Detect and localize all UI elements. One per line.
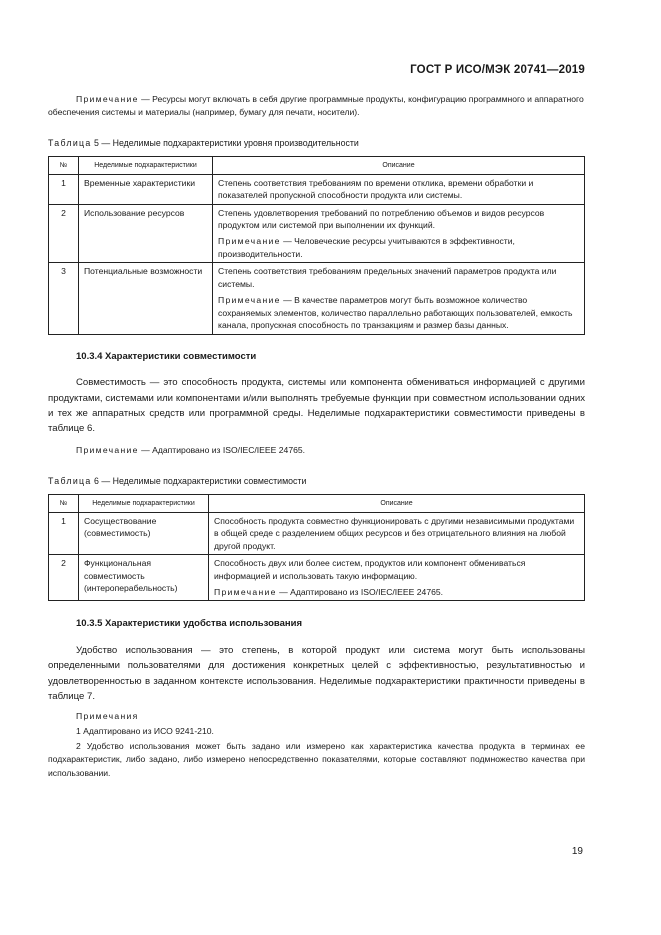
table-header-row: [49, 156, 585, 174]
page-number: 19: [571, 846, 583, 857]
section-heading-10-3-5: 10.3.5 Характеристики удобства использования: [76, 618, 303, 630]
table-5: [48, 156, 585, 335]
header-description: Описание: [209, 494, 585, 512]
header-subcharacteristic: Неделимые подхарактеристики: [79, 494, 209, 512]
table6-caption: [48, 475, 585, 488]
header-subcharacteristic: Неделимые подхарактеристики: [79, 156, 213, 174]
caption-text: 5 — Неделимые подхарактеристики уровня производительности: [91, 137, 359, 148]
row-subcharacteristic: Функциональная совместимость (интероперабельность): [79, 555, 209, 601]
section-paragraph: Удобство использования — это степень, в которой продукт или система могут быть использованы определенными пользователями для достижения конкретных целей с эффективностью, результативностью и удовлетворенностью в заданном контексте использования. Неделимые подхарактеристики практичности приведены в таблице 7.: [48, 645, 585, 702]
description-text: Способность двух или более систем, продуктов или компонент обмениваться информацией и использовать такую информацию.: [214, 558, 526, 581]
note-text: — Адаптировано из ISO/IEC/IEEE 24765.: [138, 445, 306, 455]
table-header-row: [49, 494, 585, 512]
header-num: №: [49, 156, 79, 174]
cell-note: [218, 235, 579, 260]
row-description: [209, 555, 585, 601]
table-row: [49, 263, 585, 334]
note-label: Примечание: [76, 94, 139, 104]
section-heading-10-3-4: 10.3.4 Характеристики совместимости: [76, 350, 257, 362]
row-num: 2: [49, 204, 79, 263]
description-text: Способность продукта совместно функционировать с другими независимыми продуктами в общей среде с разделением общих ресурсов и без отрицательного влияния на любой другой продукт.: [214, 515, 575, 551]
intro-note: [48, 93, 585, 119]
row-num: 1: [49, 512, 79, 554]
section-note: [48, 444, 585, 457]
note-text: — Человеческие ресурсы учитываются в эффективности, производительности.: [218, 236, 515, 259]
header-description: Описание: [213, 156, 585, 174]
table-row: [49, 512, 585, 554]
row-subcharacteristic: Использование ресурсов: [79, 204, 213, 263]
note-item-2: 2 Удобство использования может быть задано или измерено как характеристика качества продукта в терминах ее подхарактеристик, либо задано, либо измерено непосредственно показателями, которые составляют подмножество качества при использовании.: [48, 741, 585, 778]
header-num: №: [49, 494, 79, 512]
cell-note: [218, 294, 579, 331]
table-6: [48, 494, 585, 602]
caption-text: 6 — Неделимые подхарактеристики совместимости: [91, 475, 307, 486]
note-text: — В качестве параметров могут быть возможное количество сохраняемых элементов, количество параллельно работающих пользователей, емкость канала, пропускная способность по транзакциям и размер базы данных.: [218, 295, 573, 331]
row-description: [213, 263, 585, 334]
description-text: Степень соответствия требованиям по времени отклика, времени обработки и показателей пропускной способности продукта или системы.: [218, 177, 534, 201]
cell-note: [214, 586, 579, 598]
notes-heading: [48, 710, 585, 723]
row-num: 2: [49, 555, 79, 601]
row-description: [213, 174, 585, 204]
page-content: [48, 93, 585, 780]
table-row: [49, 174, 585, 204]
description-text: Степень соответствия требованиям предельных значений параметров продукта или системы.: [218, 266, 557, 289]
note-text: — Ресурсы могут включать в себя другие программные продукты, конфигурацию программного и аппаратного обеспечения системы и материалы (например, бумагу для печати, носители).: [48, 94, 584, 117]
row-num: 3: [49, 263, 79, 334]
row-num: 1: [49, 174, 79, 204]
caption-label: Таблица: [48, 475, 92, 486]
table-row: [49, 555, 585, 601]
note-item-1: 1 Адаптировано из ИСО 9241-210.: [76, 725, 214, 736]
table5-caption: [48, 137, 585, 150]
description-text: Степень удовлетворения требований по потреблению объемов и видов ресурсов продуктом или системой при выполнении их функций.: [218, 207, 545, 230]
note-text: — Адаптировано из ISO/IEC/IEEE 24765.: [276, 587, 444, 597]
table-row: [49, 204, 585, 263]
section-paragraph: Совместимость — это способность продукта, системы или компонента обмениваться информацией с другими продуктами, системами или компонентами и/или выполнять требуемые функции при совместном использовании одних и тех же аппаратных средств или программной среды. Неделимые подхарактеристики совместимости приведены в таблице 6.: [48, 377, 585, 434]
caption-label: Таблица: [48, 137, 92, 148]
row-subcharacteristic: Сосуществование (совместимость): [79, 512, 209, 554]
note-label: Примечание: [214, 587, 277, 597]
document-code: ГОСТ Р ИСО/МЭК 20741—2019: [410, 64, 585, 76]
note-label: Примечание: [76, 445, 139, 455]
note-label: Примечание: [218, 295, 281, 306]
row-subcharacteristic: Временные характеристики: [79, 174, 213, 204]
notes-label: Примечания: [76, 710, 139, 721]
note-label: Примечание: [218, 236, 281, 247]
row-description: [213, 204, 585, 263]
row-subcharacteristic: Потенциальные возможности: [79, 263, 213, 334]
row-description: [209, 512, 585, 554]
